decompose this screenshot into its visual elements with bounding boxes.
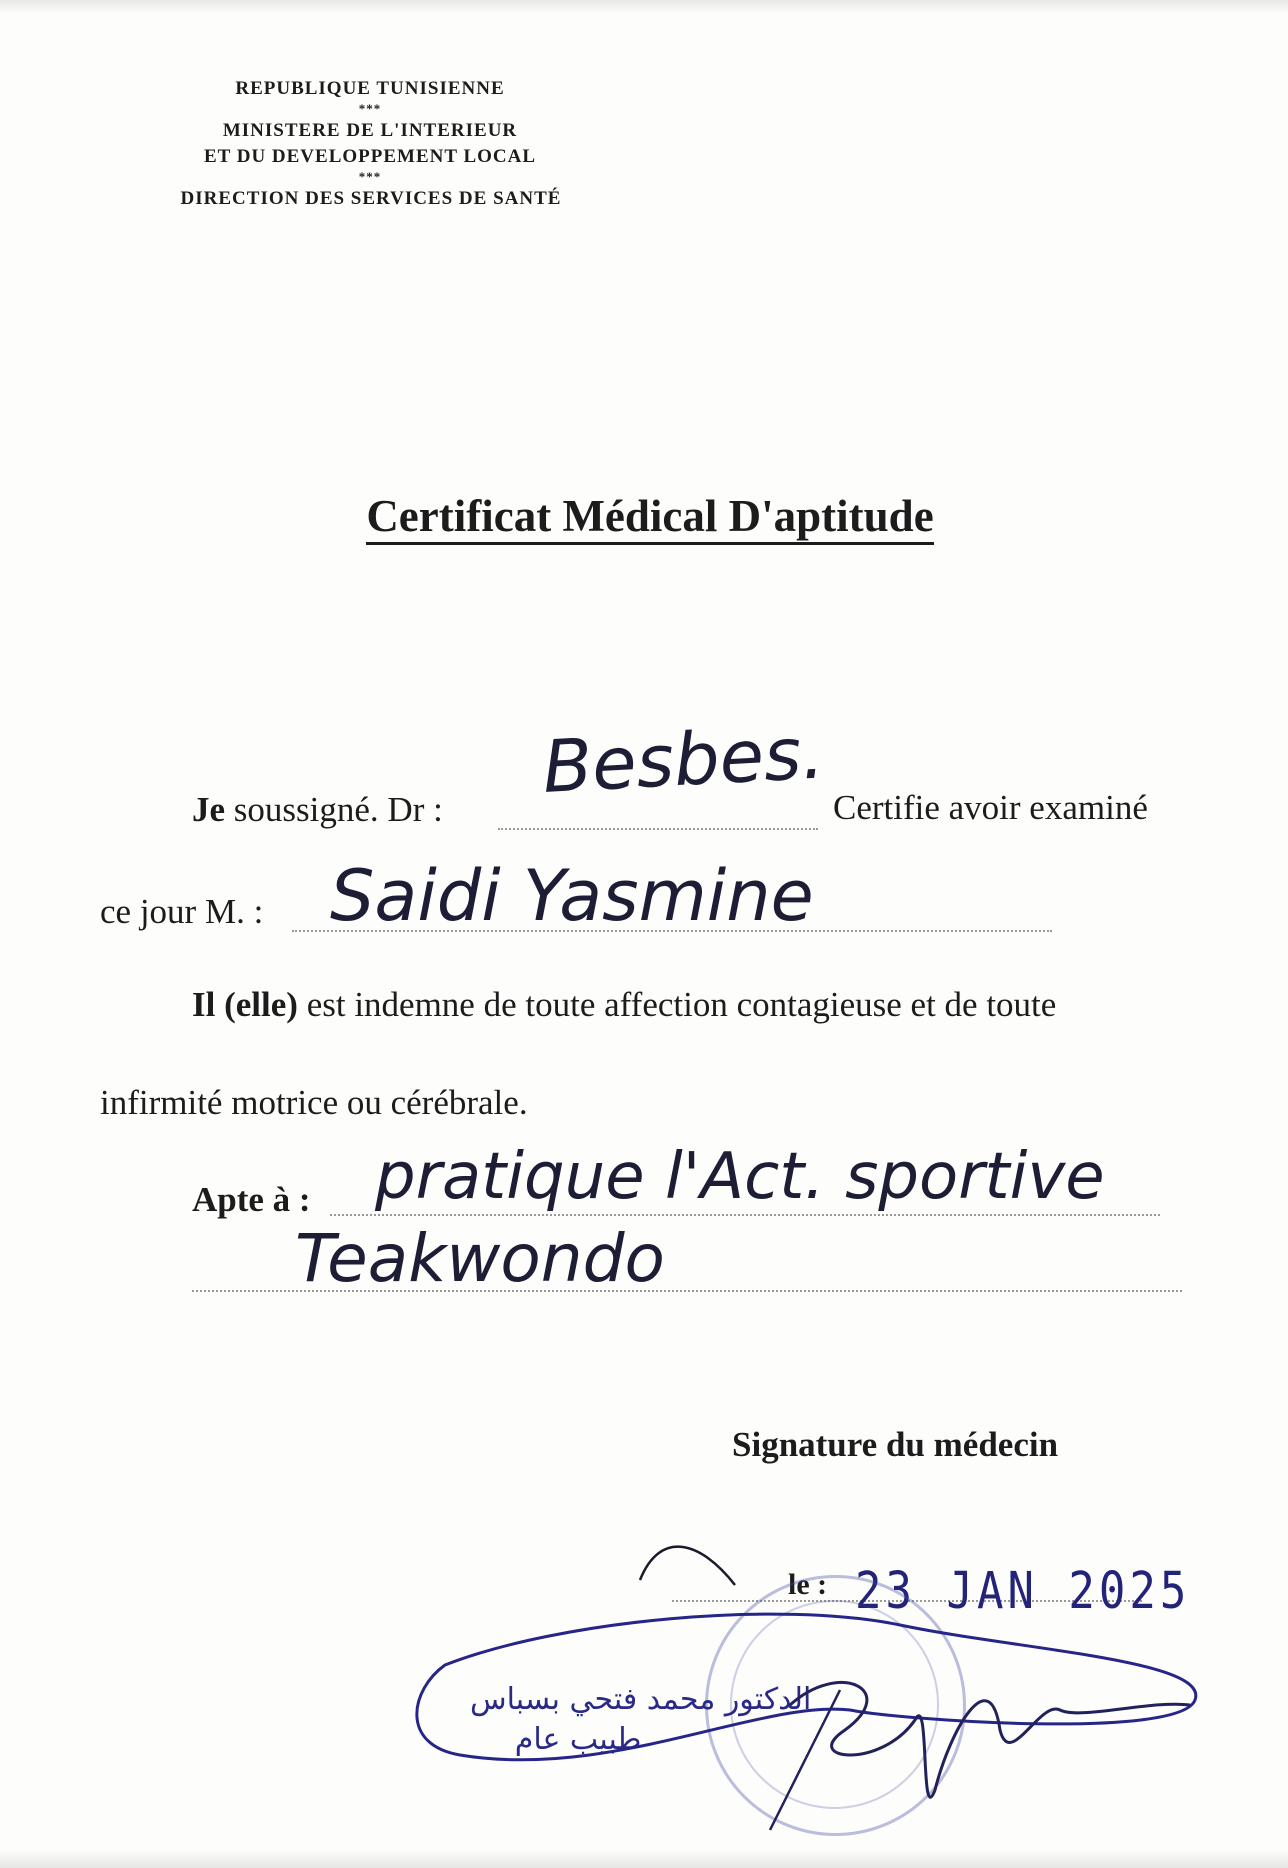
ministry-line-1: MINISTERE DE L'INTERIEUR <box>222 120 518 141</box>
republic-line: REPUBLIQUE TUNISIENNE <box>235 78 505 99</box>
title-text: Certificat Médical D'aptitude <box>366 491 933 545</box>
apte-label: Apte à : <box>192 1180 311 1219</box>
doctor-stamp-title: طبيب عام <box>514 1722 642 1757</box>
infirmity-text: infirmité motrice ou cérébrale. <box>100 1083 528 1122</box>
patient-name-handwritten: Saidi Yasmine <box>330 855 814 937</box>
separator-stars: *** <box>358 169 382 184</box>
date-label: le : <box>788 1568 828 1601</box>
patient-label: ce jour M. : <box>100 892 264 931</box>
doctor-stamp-name: الدكتور محمد فتحي بسباس <box>470 1682 812 1717</box>
apte-activity-handwritten: pratique l'Act. sportive <box>375 1140 1105 1214</box>
doctor-label-bold: Je <box>192 790 226 829</box>
direction-line: DIRECTION DES SERVICES DE SANTÉ <box>180 188 562 209</box>
signature-label: Signature du médecin <box>732 1425 1059 1464</box>
doctor-name-handwritten: Besbes. <box>540 710 827 809</box>
certify-text: Certifie avoir examiné <box>833 788 1148 827</box>
indemne-bold: Il (elle) <box>192 985 298 1024</box>
signature-ellipse-stroke <box>640 1547 735 1585</box>
apte-sport-handwritten: Teakwondo <box>295 1220 665 1297</box>
separator-stars: *** <box>358 101 382 116</box>
indemne-text: est indemne de toute affection contagieuse et de toute <box>306 985 1057 1024</box>
ministry-line-2: ET DU DEVELOPPEMENT LOCAL <box>203 146 537 167</box>
signature-stamp-oval <box>417 1614 1196 1760</box>
signature-scrawl <box>790 1683 1190 1798</box>
date-stamp: 23 JAN 2025 <box>855 1562 1191 1621</box>
doctor-label-text: soussigné. Dr : <box>233 790 443 829</box>
